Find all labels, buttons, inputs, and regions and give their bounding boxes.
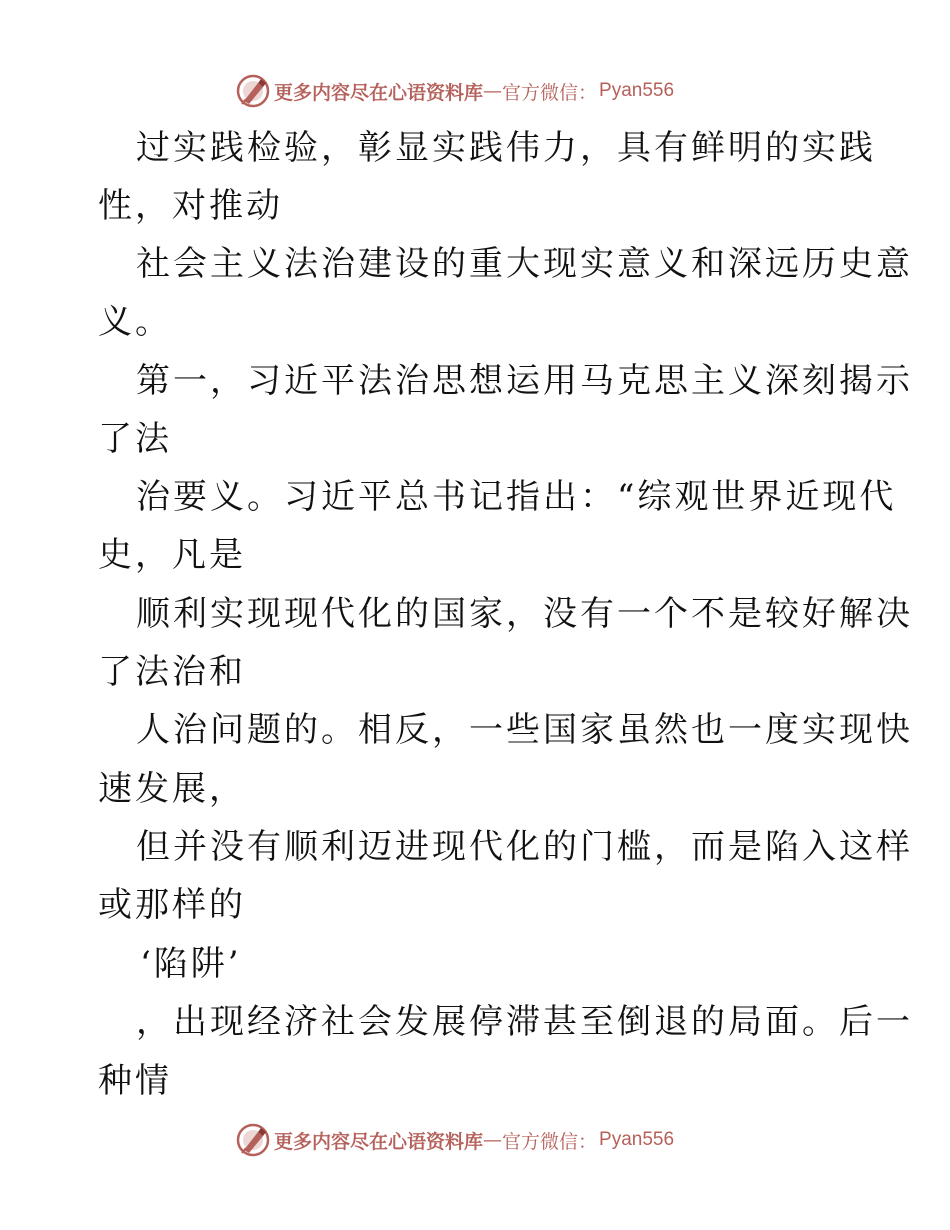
body-line: 治要义。习近平总书记指出：“综观世界近现代: [136, 477, 897, 517]
footer-banner-wechat-id: Pyan556: [599, 1129, 675, 1150]
body-line: 史，凡是: [98, 535, 246, 575]
body-line: ，出现经济社会发展停滞甚至倒退的局面。后一: [136, 1002, 913, 1042]
body-line: ‘陷阱’: [140, 944, 242, 984]
header-banner-label: 官方微信：: [502, 81, 598, 104]
footer-banner-dash: —: [483, 1129, 503, 1151]
header-watermark-banner: [236, 73, 756, 109]
pen-logo-icon: [236, 1123, 270, 1157]
header-banner-wechat-id: Pyan556: [599, 80, 675, 101]
body-line: 了法治和: [98, 652, 246, 692]
body-line: 了法: [98, 419, 172, 459]
pen-logo-icon: [236, 74, 270, 108]
body-line: 速发展，: [98, 769, 246, 809]
body-line: 过实践检验，彰显实践伟力，具有鲜明的实践: [136, 128, 876, 168]
body-line: 顺利实现现代化的国家，没有一个不是较好解决: [136, 594, 913, 634]
body-line: 义。: [98, 302, 172, 342]
body-line: 或那样的: [98, 885, 246, 925]
header-banner-dash: —: [483, 80, 503, 102]
header-banner-text: 更多内容尽在心语资料库: [274, 81, 484, 104]
body-line: 社会主义法治建设的重大现实意义和深远历史意: [136, 244, 913, 284]
body-line: 第一，习近平法治思想运用马克思主义深刻揭示: [136, 361, 913, 401]
body-line: 人治问题的。相反，一些国家虽然也一度实现快: [136, 710, 913, 750]
body-line: 性，对推动: [98, 186, 283, 226]
footer-banner-text: 更多内容尽在心语资料库: [274, 1130, 484, 1153]
body-line: 但并没有顺利迈进现代化的门槛，而是陷入这样: [136, 827, 913, 867]
footer-watermark-banner: [236, 1122, 756, 1158]
body-line: 种情: [98, 1061, 172, 1101]
footer-banner-label: 官方微信：: [502, 1130, 598, 1153]
